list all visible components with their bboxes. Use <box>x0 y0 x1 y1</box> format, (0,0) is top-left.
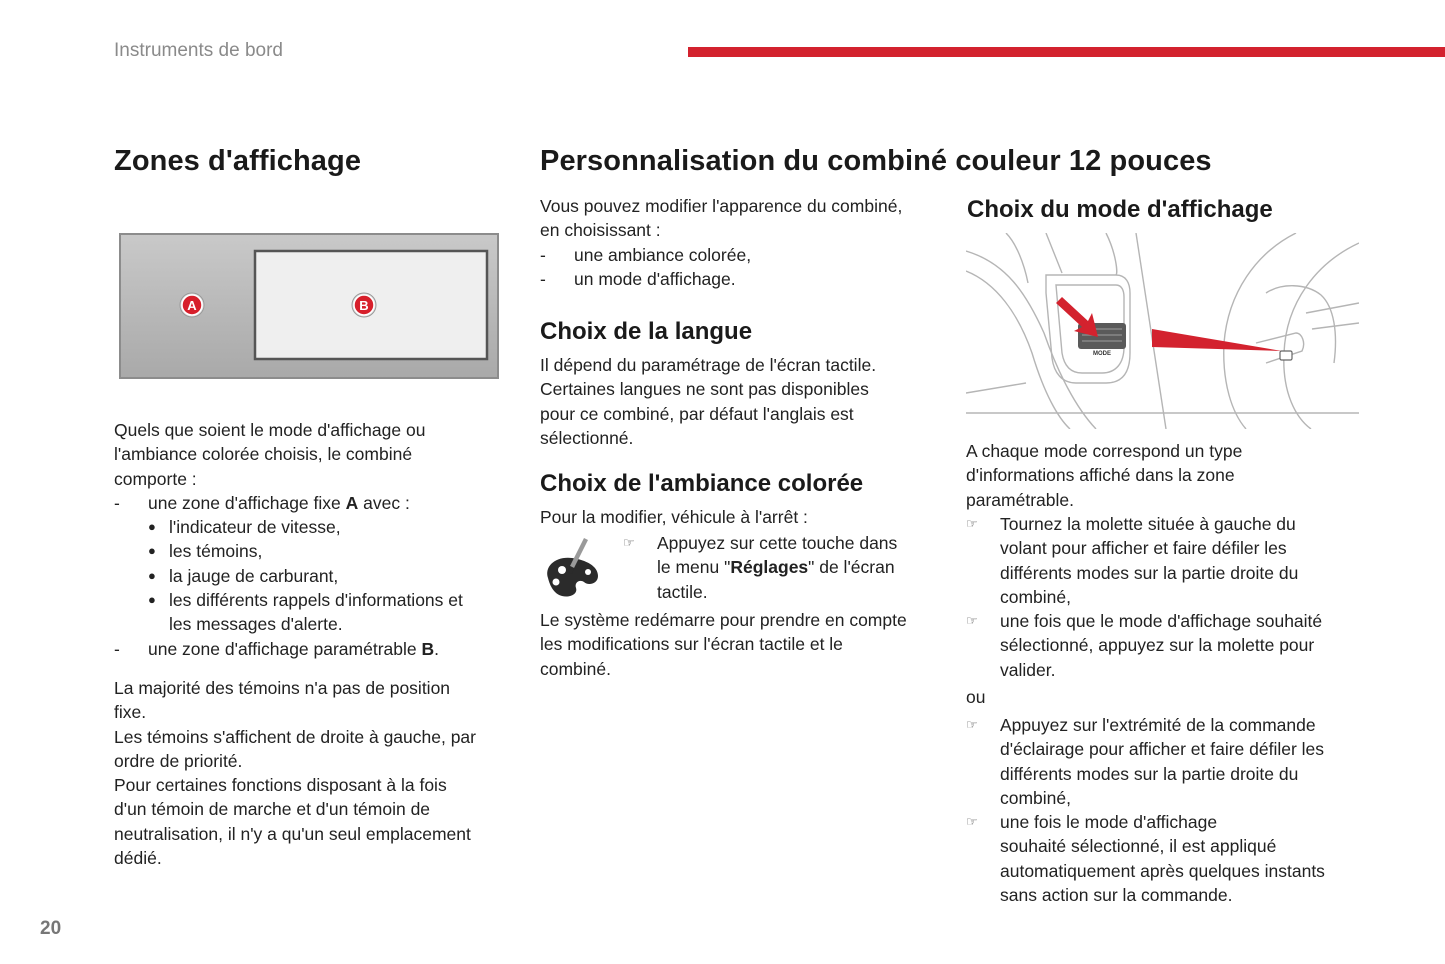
text-line: combiné. <box>540 658 612 679</box>
step-line: sélectionné, appuyez sur la molette pour <box>1000 635 1315 656</box>
bullet-item: ● l'indicateur de vitesse, <box>114 515 514 539</box>
dash-marker: - <box>114 638 120 659</box>
or-separator: ou <box>966 687 986 707</box>
step-line: ☞ une fois que le mode d'affichage souhaité <box>966 609 1386 633</box>
instruction-line: le menu "Réglages" de l'écran <box>657 557 895 578</box>
bullet-item-cont: les messages d'alerte. <box>169 614 343 635</box>
zone-a-text: une zone d'affichage fixe <box>148 492 346 513</box>
step-line: combiné, <box>1000 586 1072 607</box>
text-line: Certaines langues ne sont pas disponibles <box>540 379 869 400</box>
red-pointer-icon <box>1152 329 1282 351</box>
instruction-line: tactile. <box>657 581 708 602</box>
text-line: ordre de priorité. <box>114 750 243 771</box>
personalisation-title: Personnalisation du combiné couleur 12 pouces <box>540 145 1212 177</box>
step-line: automatiquement après quelques instants <box>1000 860 1325 881</box>
zone-a-letter: A <box>345 492 359 513</box>
zone-b-text: une zone d'affichage paramétrable <box>148 638 422 659</box>
text-line: d'un témoin de marche et d'un témoin de <box>114 799 431 820</box>
text-line: pour ce combiné, par défaut l'anglais est <box>540 403 854 424</box>
text-line: Vous pouvez modifier l'apparence du combiné, <box>540 196 903 216</box>
text-line: fixe. <box>114 702 147 723</box>
text-line: en choisissant : <box>540 220 661 241</box>
pointing-hand-icon: ☞ <box>966 717 978 732</box>
mode-steps-b <box>966 713 1386 907</box>
dash-marker: - <box>114 492 120 513</box>
zone-b-letter: B <box>421 638 435 659</box>
bullet-icon: ● <box>148 567 156 583</box>
section-title: Instruments de bord <box>114 40 283 61</box>
step-line: ☞ une fois le mode d'affichage <box>966 810 1386 834</box>
page-number: 20 <box>40 918 62 939</box>
text-line: Pour certaines fonctions disposant à la fois <box>114 775 447 796</box>
step-line: souhaité sélectionné, il est appliqué <box>1000 836 1277 857</box>
bullet-icon: ● <box>148 543 156 559</box>
dash-marker: - <box>540 268 546 289</box>
text-line: dédié. <box>114 848 162 869</box>
text-line: Quels que soient le mode d'affichage ou <box>114 420 426 440</box>
langue-title: Choix de la langue <box>540 318 753 345</box>
settings-instruction <box>623 531 933 604</box>
zone-b-text-end: . <box>434 638 440 659</box>
instruction-line: ☞ Appuyez sur cette touche dans <box>623 531 933 555</box>
bullet-icon: ● <box>148 519 156 535</box>
step-line: d'éclairage pour afficher et faire défiler les <box>1000 739 1325 760</box>
reglages-menu-label: Réglages <box>730 557 809 578</box>
personalisation-intro <box>540 194 950 291</box>
text-line: Il dépend du paramétrage de l'écran tactile. <box>540 355 877 375</box>
mode-title: Choix du mode d'affichage <box>967 196 1273 223</box>
ambiance-intro: Pour la modifier, véhicule à l'arrêt : <box>540 507 808 527</box>
text-line: Le système redémarre pour prendre en compte <box>540 610 907 630</box>
step-line: ☞ Tournez la molette située à gauche du <box>966 512 1386 536</box>
zone-b-item <box>114 637 514 661</box>
restart-text <box>540 608 950 681</box>
zones-title: Zones d'affichage <box>114 145 362 177</box>
header-accent-bar <box>688 47 1445 57</box>
text-line: neutralisation, il n'y a qu'un seul emplacement <box>114 823 471 844</box>
marker-a-label: A <box>187 298 197 313</box>
text-line: paramétrable. <box>966 489 1074 510</box>
option-item: - un mode d'affichage. <box>540 267 950 291</box>
text-line: Les témoins s'affichent de droite à gauche, par <box>114 726 476 747</box>
steering-controls-figure <box>966 233 1359 429</box>
pointing-hand-icon: ☞ <box>966 613 978 629</box>
dash-marker: - <box>540 244 546 265</box>
lighting-stalk-tip-icon <box>1280 351 1292 360</box>
text-line: sélectionné. <box>540 427 634 448</box>
mode-intro <box>966 439 1386 512</box>
zones-description <box>114 418 514 661</box>
text-line: l'ambiance colorée choisis, le combiné <box>114 444 413 465</box>
step-line: différents modes sur la partie droite du <box>1000 562 1299 583</box>
marker-b-icon <box>352 293 376 317</box>
pointing-hand-icon: ☞ <box>966 814 978 830</box>
step-line: valider. <box>1000 659 1056 680</box>
display-zones-figure <box>119 232 499 380</box>
step-line: combiné, <box>1000 787 1072 808</box>
text-line: d'informations affiché dans la zone <box>966 465 1235 486</box>
zone-a-item <box>114 491 514 515</box>
option-item: - une ambiance colorée, <box>540 243 950 267</box>
ambiance-title: Choix de l'ambiance colorée <box>540 470 864 497</box>
mode-steps-a <box>966 512 1386 682</box>
pointing-hand-icon: ☞ <box>623 535 635 550</box>
text-line: comporte : <box>114 468 197 489</box>
step-line: différents modes sur la partie droite du <box>1000 763 1299 784</box>
text-line: A chaque mode correspond un type <box>966 441 1243 461</box>
red-arrow-icon <box>1056 297 1098 337</box>
text-line: La majorité des témoins n'a pas de position <box>114 678 451 698</box>
warning-lights-paragraph <box>114 676 514 870</box>
bullet-item: ● la jauge de carburant, <box>114 564 514 588</box>
mode-figure-label: MODE <box>1093 351 1111 357</box>
zone-a-text-end: avec : <box>358 492 410 513</box>
bullet-icon: ● <box>148 592 156 608</box>
step-line: ☞ Appuyez sur l'extrémité de la commande <box>966 713 1386 737</box>
text-line: les modifications sur l'écran tactile et le <box>540 634 843 655</box>
bullet-item: ● les différents rappels d'informations et <box>114 588 514 612</box>
langue-text <box>540 353 950 450</box>
pointing-hand-icon: ☞ <box>966 516 978 531</box>
marker-b-label: B <box>359 298 369 313</box>
settings-palette-icon <box>540 534 606 600</box>
bullet-item: ● les témoins, <box>114 539 514 563</box>
step-line: volant pour afficher et faire défiler les <box>1000 538 1287 559</box>
marker-a-icon <box>180 293 204 317</box>
step-line: sans action sur la commande. <box>1000 885 1233 906</box>
